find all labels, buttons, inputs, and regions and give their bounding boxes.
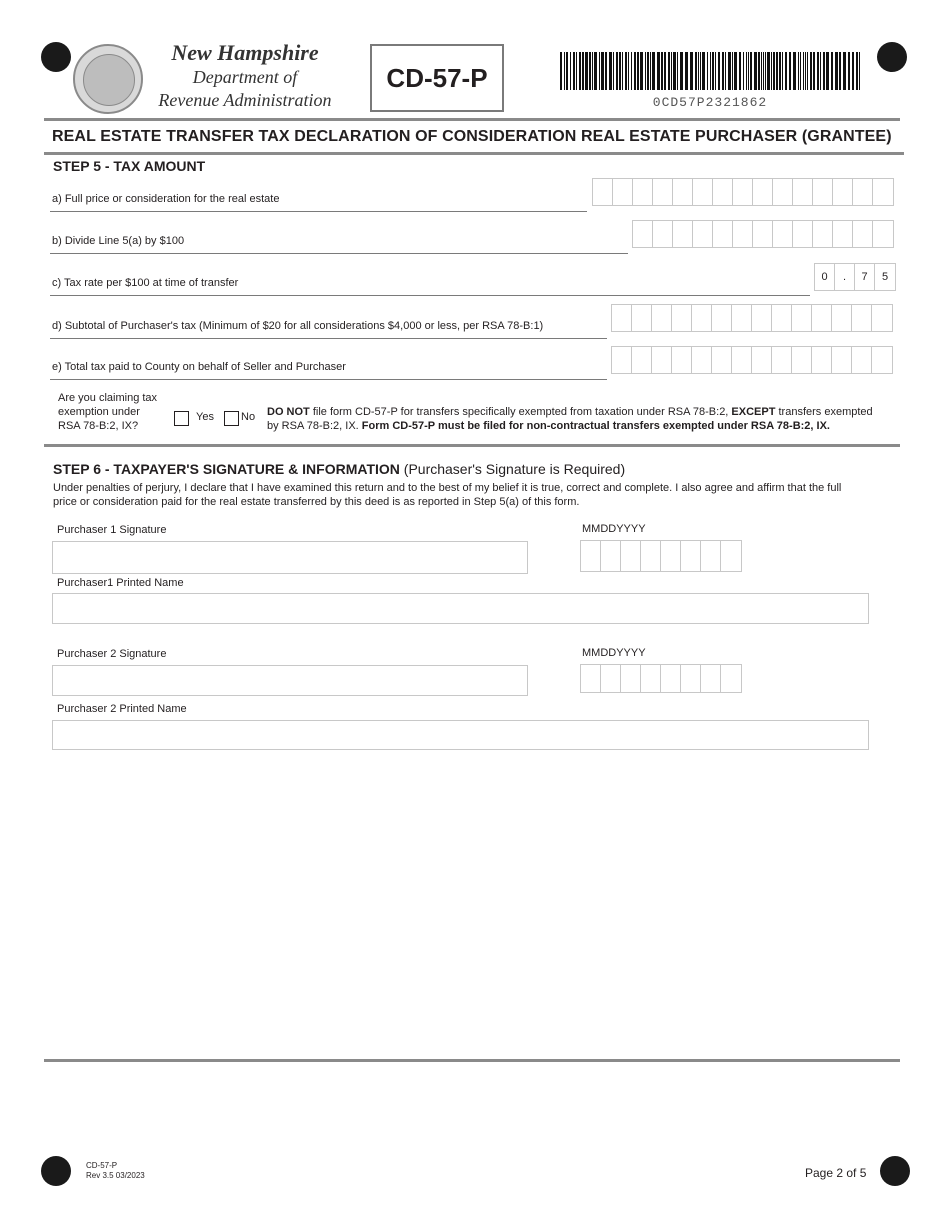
line-5e-label: e) Total tax paid to County on behalf of Seller and Purchaser xyxy=(52,361,346,373)
purchaser1-name-field[interactable] xyxy=(52,593,869,624)
underline xyxy=(50,211,587,212)
footer-form-info: CD-57-P Rev 3.5 03/2023 xyxy=(86,1161,145,1180)
underline xyxy=(50,253,628,254)
dept-line-1: Department of xyxy=(192,67,298,87)
step6-heading: STEP 6 - TAXPAYER'S SIGNATURE & INFORMATION (Purchaser's Signature is Required) xyxy=(53,461,626,477)
line-5e-input[interactable] xyxy=(611,346,893,374)
underline xyxy=(50,379,607,380)
form-title: REAL ESTATE TRANSFER TAX DECLARATION OF CONSIDERATION REAL ESTATE PURCHASER (GRANTEE) xyxy=(52,128,892,145)
agency-name xyxy=(140,40,350,112)
line-5c-tax-rate xyxy=(814,263,896,291)
purchaser2-date-label: MMDDYYYY xyxy=(582,647,646,659)
tax-rate-digit: 5 xyxy=(881,271,889,283)
line-5d-label: d) Subtotal of Purchaser's tax (Minimum of $20 for all considerations $4,000 or less, per RSA 78-B:1) xyxy=(52,320,544,332)
purchaser2-signature-field[interactable] xyxy=(52,665,528,696)
line-5d-input[interactable] xyxy=(611,304,893,332)
divider xyxy=(44,152,904,155)
line-5a-label: a) Full price or consideration for the real estate xyxy=(52,193,280,205)
exemption-no-checkbox[interactable] xyxy=(224,411,239,426)
purchaser2-name-label: Purchaser 2 Printed Name xyxy=(57,703,187,715)
purchaser1-signature-label: Purchaser 1 Signature xyxy=(57,524,167,536)
purchaser2-signature-label: Purchaser 2 Signature xyxy=(57,648,167,660)
registration-mark xyxy=(877,42,907,72)
page-number: Page 2 of 5 xyxy=(805,1166,867,1180)
declaration-text: Under penalties of perjury, I declare that I have examined this return and to the best of my belief it is true, correct and complete. I also agree and affirm that the full price or consideration paid for the real estate transferred by this deed is as reported in Step 5(a) of this form. xyxy=(53,482,842,508)
exemption-question: Are you claiming tax exemption under RSA 78-B:2, IX? xyxy=(58,392,158,432)
dept-line-2: Revenue Administration xyxy=(158,90,332,110)
divider xyxy=(44,1059,900,1062)
purchaser1-signature-field[interactable] xyxy=(52,541,528,574)
tax-rate-digit: 7 xyxy=(855,264,875,290)
registration-mark xyxy=(41,42,71,72)
exemption-note: DO NOT file form CD-57-P for transfers specifically exempted from taxation under RSA 78-B:2, EXCEPT transfers exempted by RSA 78-B:2, IX. Form CD-57-P must be filed for non-contractual transfers exempted under RSA 78-B:2, IX. xyxy=(267,406,873,432)
line-5b-input[interactable] xyxy=(632,220,894,248)
line-5b-label: b) Divide Line 5(a) by $100 xyxy=(52,235,185,247)
purchaser2-name-field[interactable] xyxy=(52,720,869,750)
yes-label: Yes xyxy=(196,411,214,423)
divider xyxy=(44,444,900,447)
purchaser1-name-label: Purchaser1 Printed Name xyxy=(57,577,184,589)
registration-mark xyxy=(41,1156,71,1186)
step5-heading: STEP 5 - TAX AMOUNT xyxy=(53,158,206,174)
tax-rate-digit: 0 xyxy=(815,264,835,290)
line-5a-input[interactable] xyxy=(592,178,894,206)
line-5c-label: c) Tax rate per $100 at time of transfer xyxy=(52,277,239,289)
state-name: New Hampshire xyxy=(171,40,319,65)
exemption-yes-checkbox[interactable] xyxy=(174,411,189,426)
purchaser2-date-input[interactable] xyxy=(580,664,742,693)
underline xyxy=(50,295,810,296)
barcode-icon xyxy=(560,52,860,90)
no-label: No xyxy=(241,411,256,423)
state-seal-icon xyxy=(73,44,143,114)
barcode-number: 0CD57P2321862 xyxy=(652,95,768,110)
divider xyxy=(44,118,900,121)
underline xyxy=(50,338,607,339)
purchaser1-date-input[interactable] xyxy=(580,540,742,572)
form-id: CD-57-P xyxy=(370,44,504,112)
registration-mark xyxy=(880,1156,910,1186)
purchaser1-date-label: MMDDYYYY xyxy=(582,523,646,535)
tax-rate-decimal: . xyxy=(835,264,855,290)
